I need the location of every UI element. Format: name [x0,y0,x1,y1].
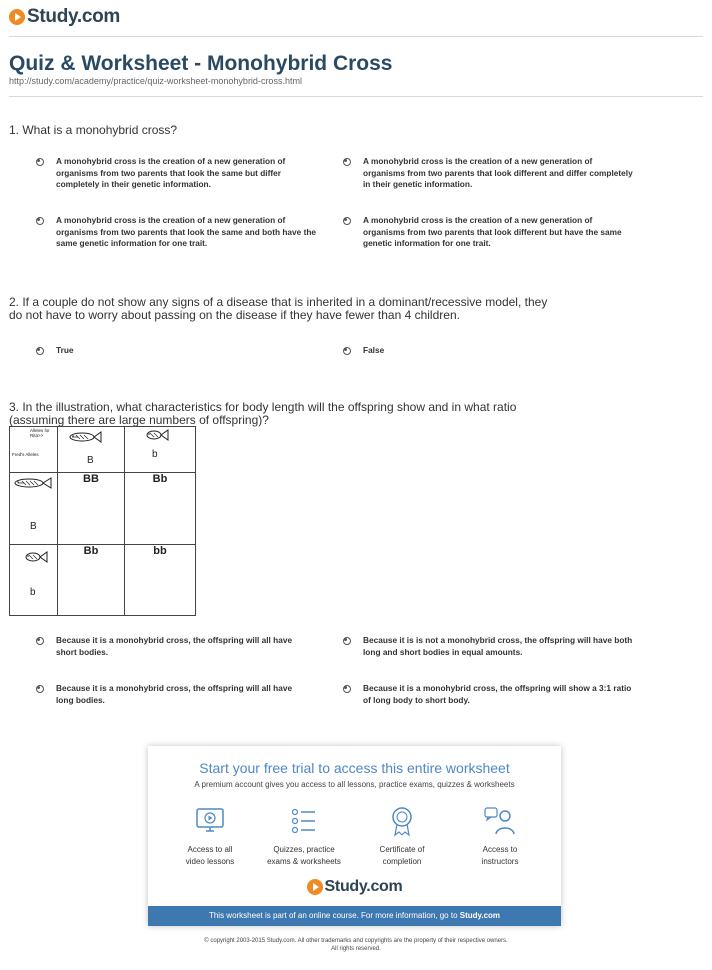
promo-link[interactable]: Study.com [459,911,501,920]
logo-text: Study.com [27,6,121,27]
punnett-cell-bb-2: Bb [125,473,196,545]
promo-bar: This worksheet is part of an online course. For more information, go to Study.com [148,906,561,926]
page-title: Quiz & Worksheet - Monohybrid Cross [9,52,393,75]
video-lessons-icon [193,804,227,838]
punnett-col-header-1: B [58,427,125,473]
certificate-icon [385,804,419,838]
punnett-corner: Alleles for Rita>> Fred's Alleles [10,427,58,473]
short-fish-icon [24,551,48,563]
radio-icon[interactable] [343,637,351,645]
q1-option-b[interactable]: A monohybrid cross is the creation of a new generation of organisms from two parents that look different and differ completely in their genetic information. [343,156,633,191]
q2-option-true[interactable]: True [36,345,74,357]
promo-logo[interactable]: Study.com [148,878,561,896]
q1-option-a[interactable]: A monohybrid cross is the creation of a new generation of organisms from two parents that look the same but differ completely in their genetic information. [36,156,308,191]
radio-icon[interactable] [36,347,44,355]
header-divider [9,36,703,37]
copyright: © copyright 2003-2015 Study.com. All other trademarks and copyrights are the property of their respective owners. All rights reserved. [204,938,508,952]
study-logo[interactable] [9,6,120,28]
q1-option-c[interactable]: A monohybrid cross is the creation of a new generation of organisms from two parents that look the same and both have the same genetic information for one trait. [36,215,320,250]
radio-icon[interactable] [343,158,351,166]
radio-icon[interactable] [36,217,44,225]
instructors-icon [483,804,517,838]
punnett-cell-bb-4: bb [125,545,196,616]
q3-option-c[interactable]: Because it is a monohybrid cross, the offspring will all have long bodies. [36,683,308,706]
play-icon [9,9,25,25]
radio-icon[interactable] [36,637,44,645]
q3-option-d[interactable]: Because it is a monohybrid cross, the offspring will show a 3:1 ratio of long body to short body. [343,683,633,706]
feature-certificate[interactable]: Certificate of completion [354,804,450,868]
promo-box [148,746,561,926]
q1-option-d[interactable]: A monohybrid cross is the creation of a new generation of organisms from two parents that look different but have the same genetic information for one trait. [343,215,633,250]
q3-option-b[interactable]: Because it is is not a monohybrid cross, the offspring will have both long and short bodies in equal amounts. [343,635,633,658]
punnett-square [9,426,196,616]
punnett-row-header-2: b [10,545,58,616]
punnett-cell-bb: BB [58,473,125,545]
feature-instructors[interactable]: Access to instructors [452,804,548,868]
question-3: 3. In the illustration, what characteristics for body length will the offspring show and in what ratio (assuming there are large numbers of offspring)? [9,400,517,427]
radio-icon[interactable] [343,217,351,225]
question-2: 2. If a couple do not show any signs of a disease that is inherited in a dominant/recessive model, they do not have to worry about passing on the disease if they have fewer than 4 children. [9,295,548,322]
feature-quizzes[interactable]: Quizzes, practice exams & worksheets [256,804,352,868]
q2-option-false[interactable]: False [343,345,384,357]
promo-title[interactable]: Start your free trial to access this entire worksheet [199,760,510,776]
q3-option-a[interactable]: Because it is a monohybrid cross, the offspring will all have short bodies. [36,635,308,658]
long-fish-icon [68,431,102,443]
play-icon [307,879,323,895]
radio-icon[interactable] [343,347,351,355]
feature-video-lessons[interactable]: Access to all video lessons [162,804,258,868]
page-url[interactable]: http://study.com/academy/practice/quiz-worksheet-monohybrid-cross.html [9,76,302,86]
punnett-row-header-1: B [10,473,58,545]
radio-icon[interactable] [36,685,44,693]
promo-subtitle: A premium account gives you access to all lessons, practice exams, quizzes & worksheets [194,780,515,789]
title-divider [9,96,703,97]
question-1: 1. What is a monohybrid cross? [9,123,178,137]
punnett-col-header-2: b [125,427,196,473]
short-fish-icon [145,429,169,441]
radio-icon[interactable] [36,158,44,166]
radio-icon[interactable] [343,685,351,693]
punnett-cell-bb-3: Bb [58,545,125,616]
quizzes-icon [287,804,321,838]
long-fish-icon [12,477,52,489]
